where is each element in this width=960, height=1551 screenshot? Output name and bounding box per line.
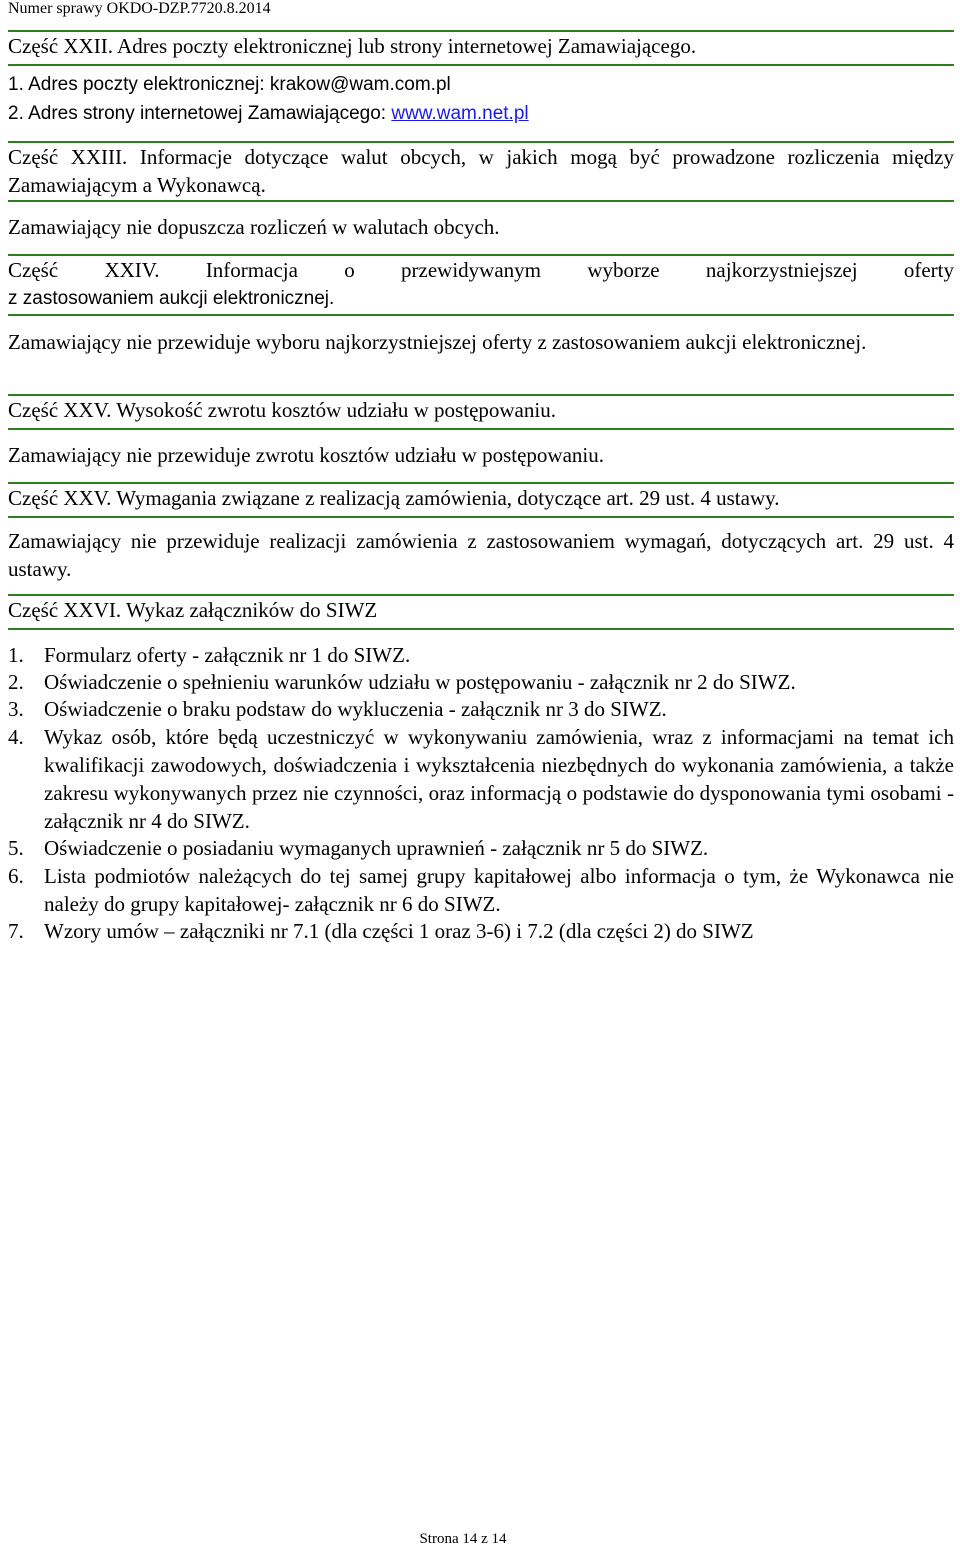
attachment-text: Oświadczenie o braku podstaw do wykluczenia - załącznik nr 3 do SIWZ. <box>44 697 667 721</box>
attachment-text: Wzory umów – załączniki nr 7.1 (dla części 1 oraz 3-6) i 7.2 (dla części 2) do SIWZ <box>44 919 754 943</box>
attachment-number: 6. <box>8 864 24 888</box>
attachment-number: 2. <box>8 670 24 694</box>
email-item: 1. Adres poczty elektronicznej: krakow@wam.com.pl <box>8 74 451 95</box>
part-25-requirements-heading: Część XXV. Wymagania związane z realizacją zamówienia, dotyczące art. 29 ust. 4 ustawy. <box>8 486 780 510</box>
part-24-heading-line1: Część XXIV. Informacja o przewidywanym wyborze najkorzystniejszej oferty <box>8 258 954 282</box>
attachment-text: Formularz oferty - załącznik nr 1 do SIWZ. <box>44 643 411 667</box>
part-25-requirements-body: Zamawiający nie przewiduje realizacji zamówienia z zastosowaniem wymagań, dotyczących art. 29 ust. 4 ustawy. <box>8 529 954 581</box>
part-26-heading: Część XXVI. Wykaz załączników do SIWZ <box>8 598 378 622</box>
attachment-text: Lista podmiotów należących do tej samej grupy kapitałowej albo informacja o tym, że Wykonawca nie należy do grupy kapitałowej- załącznik nr 6 do SIWZ. <box>44 864 954 916</box>
section-divider <box>8 314 954 316</box>
attachment-text: Wykaz osób, które będą uczestniczyć w wykonywaniu zamówienia, wraz z informacjami na temat ich kwalifikacji zawodowych, doświadczenia i wykształcenia niezbędnych do wykonania zamówienia, a także zakresu wykonywanych przez nie czynności, oraz informacją o podstawie do dysponowania tymi osobami - załącznik nr 4 do SIWZ. <box>44 725 954 833</box>
section-divider <box>8 628 954 630</box>
section-divider <box>8 200 954 202</box>
part-24-heading-line2: z zastosowaniem aukcji elektronicznej. <box>8 288 335 309</box>
www-item-label: 2. Adres strony internetowej Zamawiającego: <box>8 103 392 124</box>
section-divider <box>8 64 954 66</box>
attachment-text: Oświadczenie o spełnieniu warunków udziału w postępowaniu - załącznik nr 2 do SIWZ. <box>44 670 796 694</box>
document-case-number: Numer sprawy OKDO-DZP.7720.8.2014 <box>8 0 271 17</box>
www-item <box>8 100 954 128</box>
part-23-heading: Część XXIII. Informacje dotyczące walut obcych, w jakich mogą być prowadzone rozliczenia między Zamawiającym a Wykonawcą. <box>8 145 954 197</box>
part-23-body: Zamawiający nie dopuszcza rozliczeń w walutach obcych. <box>8 215 500 239</box>
attachment-number: 4. <box>8 725 24 749</box>
attachment-number: 5. <box>8 836 24 860</box>
section-divider <box>8 428 954 430</box>
part-25-refund-heading: Część XXV. Wysokość zwrotu kosztów udziału w postępowaniu. <box>8 398 556 422</box>
attachment-text: Oświadczenie o posiadaniu wymaganych uprawnień - załącznik nr 5 do SIWZ. <box>44 836 709 860</box>
website-link[interactable]: www.wam.net.pl <box>391 103 529 124</box>
part-22-heading: Część XXII. Adres poczty elektronicznej lub strony internetowej Zamawiającego. <box>8 34 697 58</box>
page-number: Strona 14 z 14 <box>419 1531 507 1547</box>
attachment-number: 3. <box>8 697 24 721</box>
attachment-number: 1. <box>8 643 24 667</box>
attachment-number: 7. <box>8 919 24 943</box>
part-24-body: Zamawiający nie przewiduje wyboru najkorzystniejszej oferty z zastosowaniem aukcji elektronicznej. <box>8 330 867 354</box>
section-divider <box>8 516 954 518</box>
part-25-refund-body: Zamawiający nie przewiduje zwrotu kosztów udziału w postępowaniu. <box>8 443 604 467</box>
